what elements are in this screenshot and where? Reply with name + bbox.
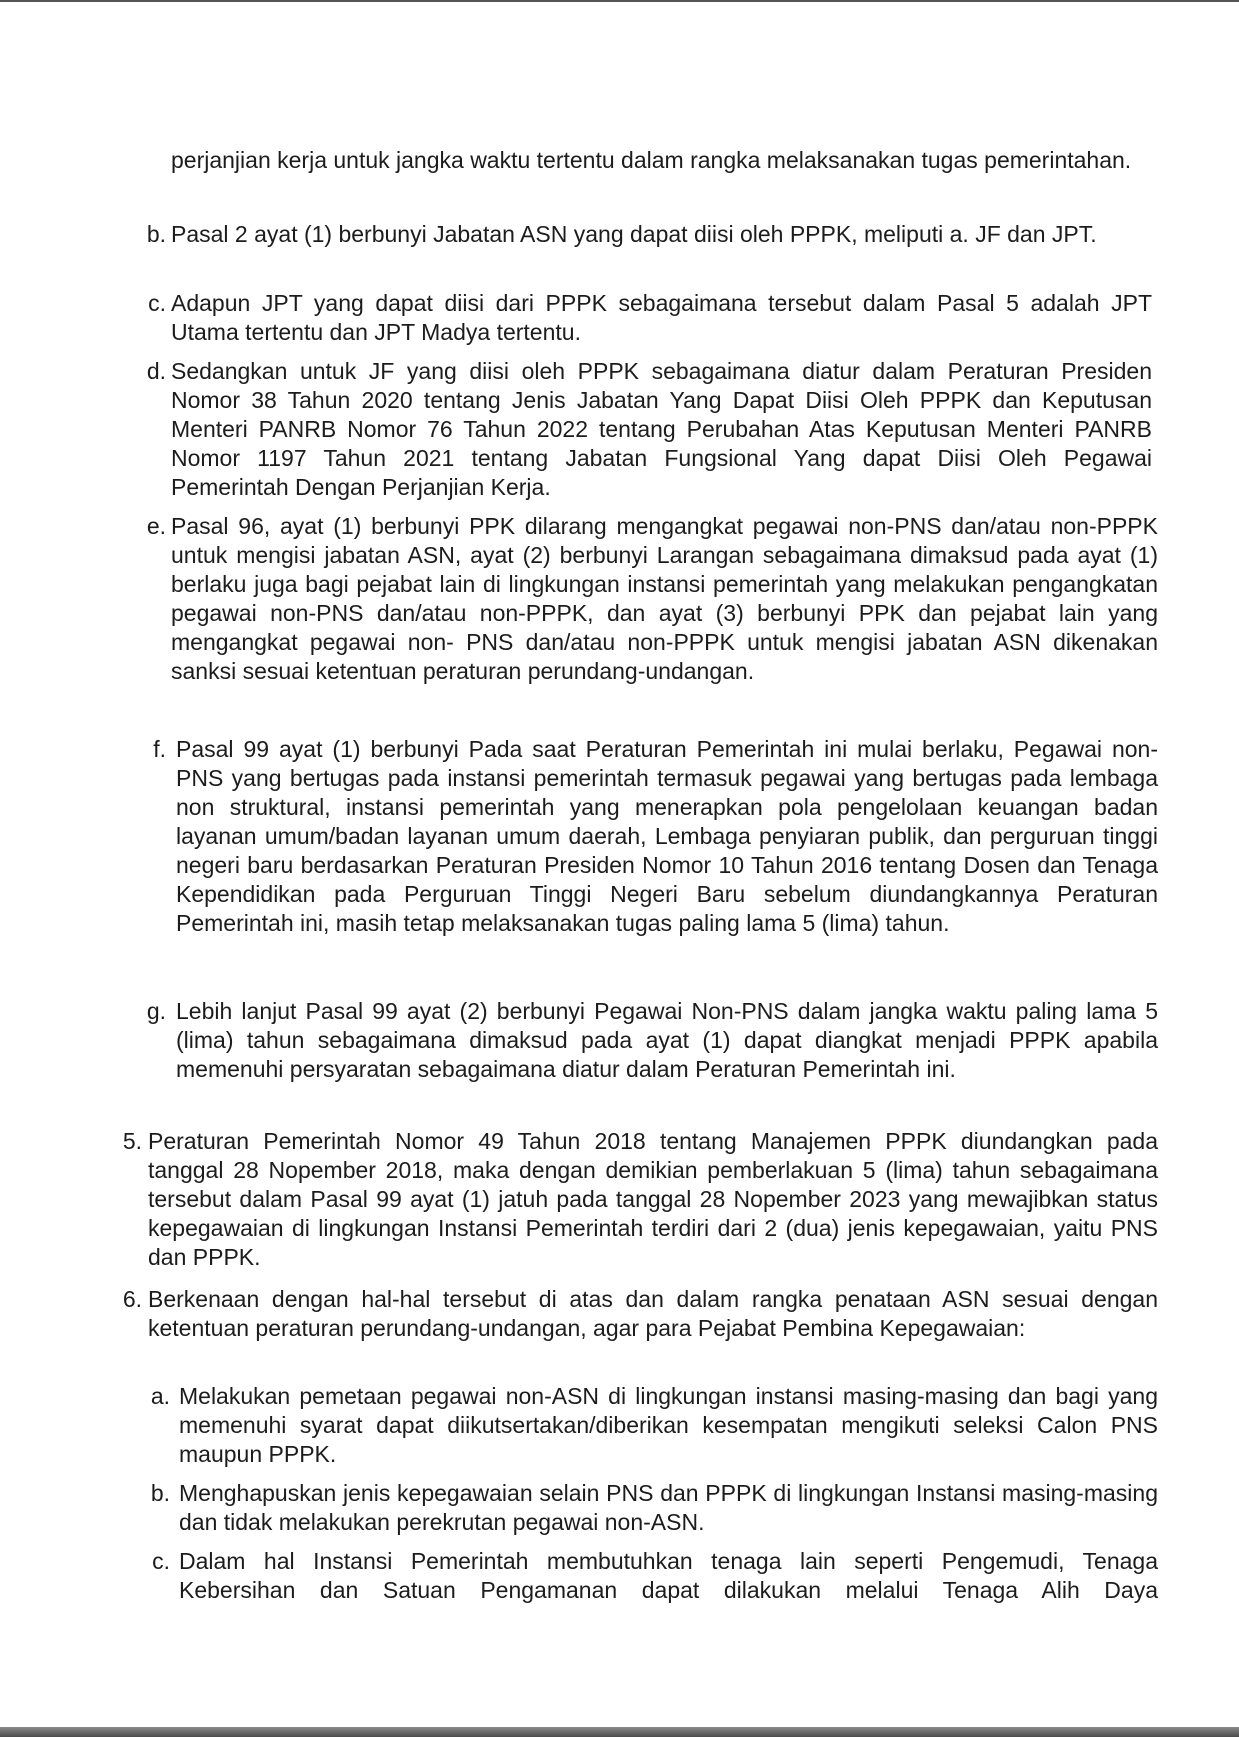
list-item-text: [176, 735, 1158, 938]
scan-bottom-edge: [0, 1727, 1239, 1737]
list-marker: 5.: [122, 1128, 142, 1154]
item-text: Sedangkan untuk JF yang diisi oleh PPPK sebagaimana diatur dalam Peraturan Presiden Nomor 38 Tahun 2020 tentang Jenis Jabatan Yang Dapat Diisi Oleh PPPK dan Keputusan Menteri PANRB Nomor 76 Tahun 2022 tentang Perubahan Atas Keputusan Menteri PANRB Nomor 1197 Tahun 2021 tentang Jabatan Fungsional Yang dapat Diisi Oleh Pegawai Pemerintah Dengan Perjanjian Kerja.: [171, 358, 1152, 500]
list-item-text: [148, 1285, 1158, 1343]
item-text: Pasal 96, ayat (1) berbunyi PPK dilarang mengangkat pegawai non-PNS dan/atau non-PPPK untuk mengisi jabatan ASN, ayat (2) berbunyi Larangan sebagaimana dimaksud pada ayat (1) berlaku juga bagi pejabat lain di lingkungan instansi pemerintah yang melakukan pengangkatan pegawai non-PNS dan/atau non-PPPK, dan ayat (3) berbunyi PPK dan pejabat lain yang mengangkat pegawai non- PNS dan/atau non-PPPK untuk mengisi jabatan ASN dikenakan sanksi sesuai ketentuan peraturan perundang-undangan.: [171, 513, 1158, 684]
list-marker: f.: [153, 736, 166, 762]
item-text: Berkenaan dengan hal-hal tersebut di atas dan dalam rangka penataan ASN sesuai dengan ketentuan peraturan perundang-undangan, agar para Pejabat Pembina Kepegawaian:: [148, 1286, 1158, 1341]
list-item-text: [179, 1382, 1158, 1469]
item-text: Peraturan Pemerintah Nomor 49 Tahun 2018 tentang Manajemen PPPK diundangkan pada tanggal 28 Nopember 2018, maka dengan demikian pemberlakuan 5 (lima) tahun sebagaimana tersebut dalam Pasal 99 ayat (1) jatuh pada tanggal 28 Nopember 2023 yang mewajibkan status kepegawaian di lingkungan Instansi Pemerintah terdiri dari 2 (dua) jenis kepegawaian, yaitu PNS dan PPPK.: [148, 1128, 1158, 1270]
item-text: Adapun JPT yang dapat diisi dari PPPK sebagaimana tersebut dalam Pasal 5 adalah JPT Utama tertentu dan JPT Madya tertentu.: [171, 290, 1152, 345]
item-text: Pasal 2 ayat (1) berbunyi Jabatan ASN yang dapat diisi oleh PPPK, meliputi a. JF dan JPT.: [171, 221, 1097, 247]
continuation-text: perjanjian kerja untuk jangka waktu tertentu dalam rangka melaksanakan tugas pemerintahan.: [171, 147, 1132, 173]
list-item-text: [171, 357, 1152, 502]
list-marker: d.: [146, 358, 166, 384]
item-text: Lebih lanjut Pasal 99 ayat (2) berbunyi Pegawai Non-PNS dalam jangka waktu paling lama 5 (lima) tahun sebagaimana dimaksud pada ayat (1) dapat diangkat menjadi PPPK apabila memenuhi persyaratan sebagaimana diatur dalam Peraturan Pemerintah ini.: [176, 998, 1158, 1082]
list-marker: 6.: [122, 1286, 142, 1312]
list-marker: b.: [146, 221, 166, 247]
list-marker: g.: [146, 998, 166, 1024]
list-item-text: [171, 220, 1152, 249]
list-item-text: [171, 289, 1152, 347]
list-item-text: [179, 1547, 1158, 1605]
continuation-paragraph: [171, 146, 1152, 175]
item-text: Menghapuskan jenis kepegawaian selain PNS dan PPPK di lingkungan Instansi masing-masing dan tidak melakukan perekrutan pegawai non-ASN.: [179, 1480, 1158, 1535]
list-marker: c.: [148, 290, 166, 316]
item-text: Melakukan pemetaan pegawai non-ASN di lingkungan instansi masing-masing dan bagi yang memenuhi syarat dapat diikutsertakan/diberikan kesempatan mengikuti seleksi Calon PNS maupun PPPK.: [179, 1383, 1158, 1467]
item-text: Pasal 99 ayat (1) berbunyi Pada saat Peraturan Pemerintah ini mulai berlaku, Pegawai non-PNS yang bertugas pada instansi pemerintah termasuk pegawai yang bertugas pada lembaga non struktural, instansi pemerintah yang menerapkan pola pengelolaan keuangan badan layanan umum/badan layanan umum daerah, Lembaga penyiaran publik, dan perguruan tinggi negeri baru berdasarkan Peraturan Presiden Nomor 10 Tahun 2016 tentang Dosen dan Tenaga Kependidikan pada Perguruan Tinggi Negeri Baru sebelum diundangkannya Peraturan Pemerintah ini, masih tetap melaksanakan tugas paling lama 5 (lima) tahun.: [176, 736, 1158, 936]
list-marker: e.: [146, 513, 166, 539]
scan-top-edge: [0, 0, 1239, 2]
list-item-text: [176, 997, 1158, 1084]
list-marker: c.: [152, 1548, 170, 1574]
list-item-text: [148, 1127, 1158, 1272]
list-marker: a.: [150, 1383, 170, 1409]
list-item-text: [179, 1479, 1158, 1537]
list-item-text: [171, 512, 1158, 686]
item-text: Dalam hal Instansi Pemerintah membutuhkan tenaga lain seperti Pengemudi, Tenaga Kebersihan dan Satuan Pengamanan dapat dilakukan melalui Tenaga Alih Daya: [179, 1548, 1158, 1603]
list-marker: b.: [150, 1480, 170, 1506]
